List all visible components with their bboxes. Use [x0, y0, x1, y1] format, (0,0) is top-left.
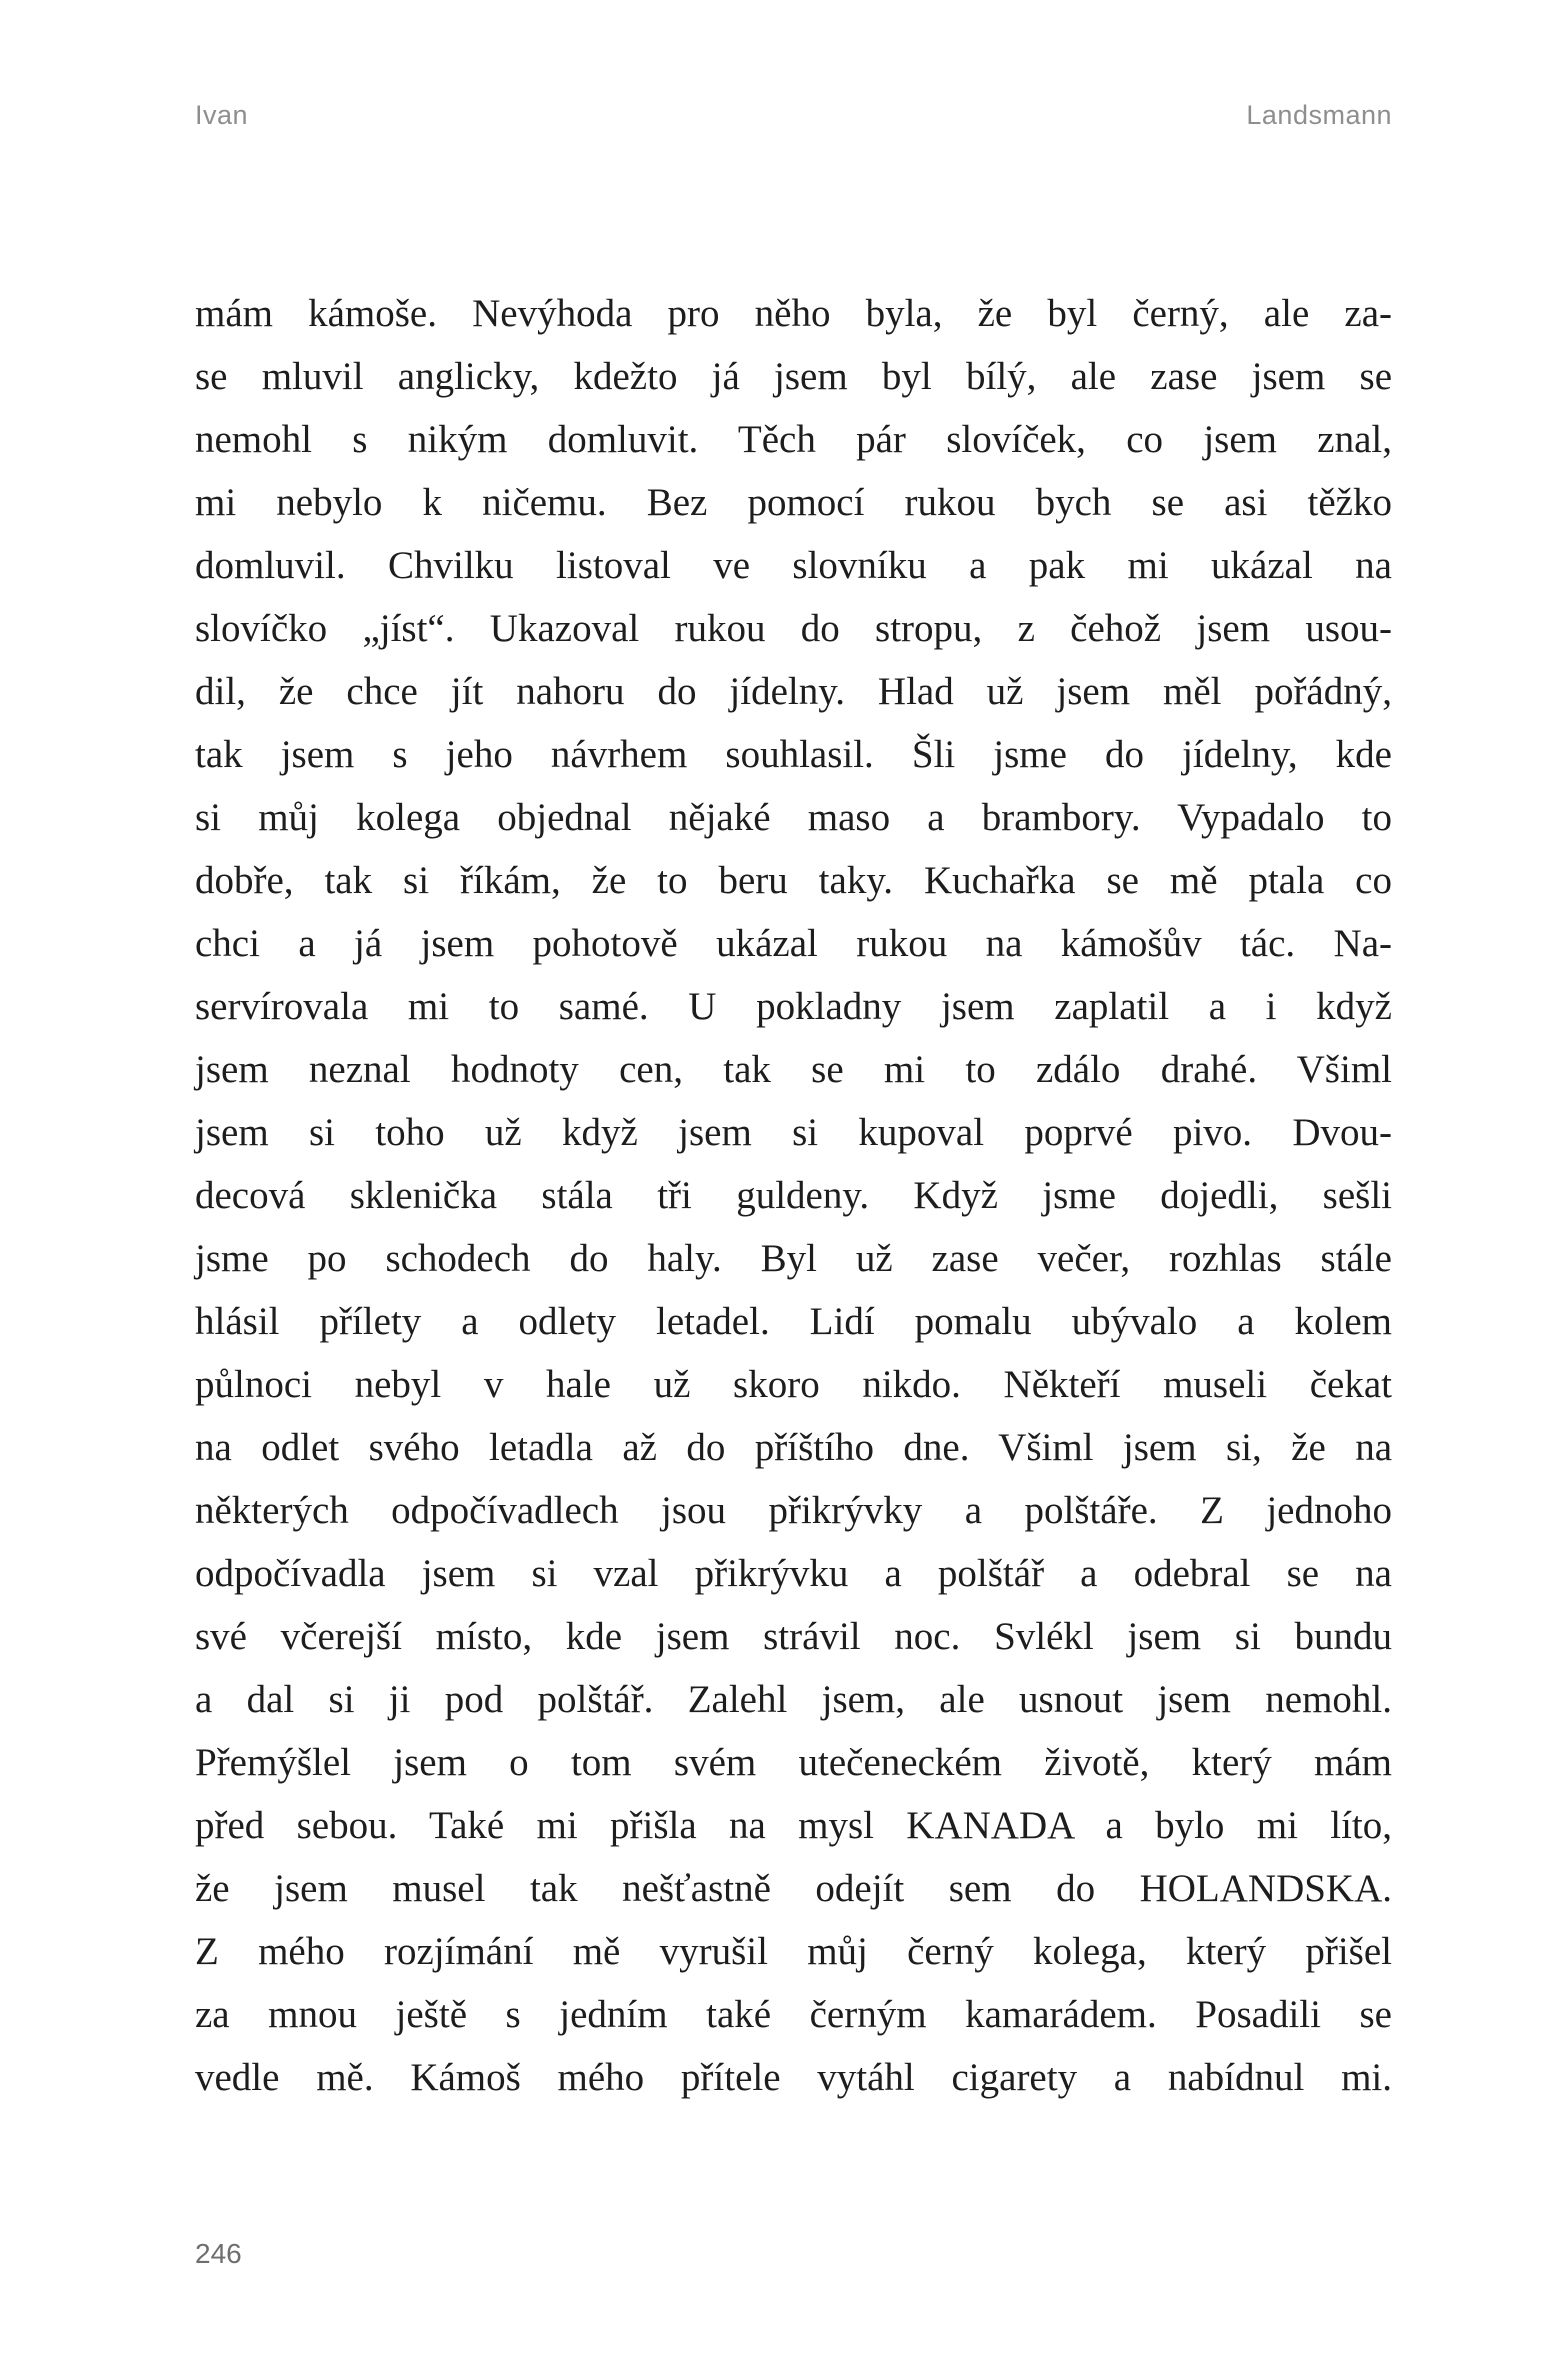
body-text-line: decová sklenička stála tři guldeny. Když jsme dojedli, sešli	[195, 1174, 1392, 1217]
body-text-line: domluvil. Chvilku listoval ve slovníku a pak mi ukázal na	[195, 544, 1392, 587]
body-text-line: a dal si ji pod polštář. Zalehl jsem, ale usnout jsem nemohl.	[195, 1678, 1392, 1721]
body-text-line: dil, že chce jít nahoru do jídelny. Hlad už jsem měl pořádný,	[195, 670, 1392, 713]
body-text-line: odpočívadla jsem si vzal přikrývku a polštář a odebral se na	[195, 1552, 1392, 1595]
page-number: 246	[195, 2238, 242, 2269]
body-text-line: tak jsem s jeho návrhem souhlasil. Šli jsme do jídelny, kde	[195, 733, 1392, 776]
body-text-line: své včerejší místo, kde jsem strávil noc. Svlékl jsem si bundu	[195, 1615, 1392, 1658]
body-text-line: půlnoci nebyl v hale už skoro nikdo. Někteří museli čekat	[195, 1363, 1392, 1406]
running-head-left: Ivan	[195, 100, 249, 130]
body-text-line: jsem neznal hodnoty cen, tak se mi to zdálo drahé. Všiml	[195, 1048, 1392, 1091]
body-text-line: Z mého rozjímání mě vyrušil můj černý kolega, který přišel	[195, 1930, 1392, 1973]
body-text-line: nemohl s nikým domluvit. Těch pár slovíček, co jsem znal,	[195, 418, 1392, 461]
body-text-line: mi nebylo k ničemu. Bez pomocí rukou bych se asi těžko	[195, 481, 1392, 524]
body-text-line: Přemýšlel jsem o tom svém utečeneckém životě, který mám	[195, 1741, 1392, 1784]
body-text-line: jsem si toho už když jsem si kupoval poprvé pivo. Dvou-	[195, 1111, 1392, 1154]
body-text-line: před sebou. Také mi přišla na mysl KANADA a bylo mi líto,	[195, 1804, 1392, 1847]
body-text	[195, 282, 1392, 2109]
running-head	[195, 100, 1392, 131]
body-text-line: na odlet svého letadla až do příštího dne. Všiml jsem si, že na	[195, 1426, 1392, 1469]
body-text-line: dobře, tak si říkám, že to beru taky. Kuchařka se mě ptala co	[195, 859, 1392, 902]
body-text-line: hlásil přílety a odlety letadel. Lidí pomalu ubývalo a kolem	[195, 1300, 1392, 1343]
body-text-line: mám kámoše. Nevýhoda pro něho byla, že byl černý, ale za-	[195, 292, 1392, 335]
body-text-line: některých odpočívadlech jsou přikrývky a polštáře. Z jednoho	[195, 1489, 1392, 1532]
running-head-right: Landsmann	[1246, 100, 1392, 130]
body-text-line: jsme po schodech do haly. Byl už zase večer, rozhlas stále	[195, 1237, 1392, 1280]
body-text-line: si můj kolega objednal nějaké maso a brambory. Vypadalo to	[195, 796, 1392, 839]
body-text-line: servírovala mi to samé. U pokladny jsem zaplatil a i když	[195, 985, 1392, 1028]
body-text-line: se mluvil anglicky, kdežto já jsem byl bílý, ale zase jsem se	[195, 355, 1392, 398]
body-text-line: že jsem musel tak nešťastně odejít sem do HOLANDSKA.	[195, 1867, 1392, 1910]
body-text-line: za mnou ještě s jedním také černým kamarádem. Posadili se	[195, 1993, 1392, 2036]
body-text-line: slovíčko „jíst“. Ukazoval rukou do stropu, z čehož jsem usou-	[195, 607, 1392, 650]
body-text-line: chci a já jsem pohotově ukázal rukou na kámošův tác. Na-	[195, 922, 1392, 965]
body-text-line: vedle mě. Kámoš mého přítele vytáhl cigarety a nabídnul mi.	[195, 2056, 1392, 2099]
